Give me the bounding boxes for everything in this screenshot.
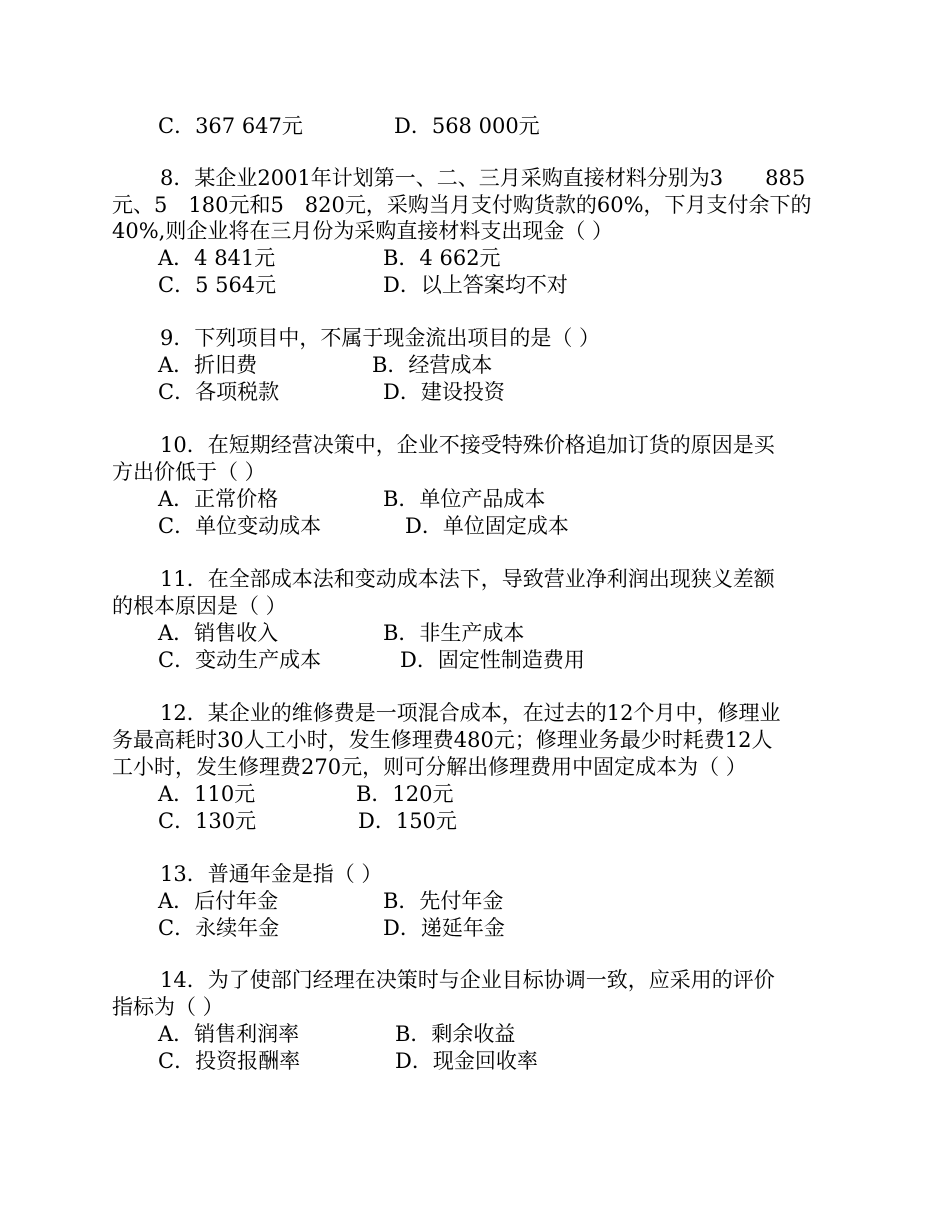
q10-option-c: C．单位变动成本: [158, 514, 322, 538]
q12-option-a: A．110元: [158, 782, 256, 806]
q9-option-c: C．各项税款: [158, 380, 280, 404]
q10-stem-line2: 方出价低于（ ）: [112, 460, 266, 484]
q11-option-b: B．非生产成本: [383, 621, 525, 645]
q9-option-d: D．建设投资: [383, 380, 505, 404]
q14-option-c: C．投资报酬率: [158, 1049, 301, 1073]
q12-stem-line1: 12．某企业的维修费是一项混合成本，在过去的12个月中，修理业: [160, 701, 781, 725]
q10-stem-line1: 10．在短期经营决策中，企业不接受特殊价格追加订货的原因是买: [160, 433, 775, 457]
q9-option-b: B．经营成本: [372, 353, 493, 377]
q8-stem-line1: 8．某企业2001年计划第一、二、三月采购直接材料分别为3 885: [160, 166, 806, 190]
q14-stem-line2: 指标为（ ）: [112, 995, 224, 1019]
q13-option-c: C．永续年金: [158, 916, 280, 940]
q13-option-b: B．先付年金: [383, 889, 504, 913]
q12-stem-line2: 务最高耗时30人工小时，发生修理费480元；修理业务最少时耗费12人: [112, 728, 773, 752]
q12-stem-line3: 工小时，发生修理费270元，则可分解出修理费用中固定成本为（ ）: [112, 755, 747, 779]
q8-option-d: D．以上答案均不对: [383, 273, 568, 297]
q8-option-c: C．5 564元: [158, 273, 277, 297]
q7-option-d: D．568 000元: [394, 114, 540, 138]
q13-option-a: A．后付年金: [158, 889, 279, 913]
q10-option-d: D．单位固定成本: [405, 514, 569, 538]
q11-option-c: C．变动生产成本: [158, 648, 322, 672]
q12-option-d: D．150元: [358, 809, 457, 833]
q8-option-a: A．4 841元: [158, 246, 276, 270]
q14-option-b: B．剩余收益: [395, 1022, 516, 1046]
q13-stem-line1: 13．普通年金是指（ ）: [160, 862, 383, 886]
q11-stem-line1: 11．在全部成本法和变动成本法下，导致营业净利润出现狭义差额: [160, 567, 775, 591]
q13-option-d: D．递延年金: [383, 916, 505, 940]
q14-stem-line1: 14．为了使部门经理在决策时与企业目标协调一致，应采用的评价: [160, 968, 775, 992]
q11-option-d: D．固定性制造费用: [400, 648, 585, 672]
q11-stem-line2: 的根本原因是（ ）: [112, 594, 287, 618]
q14-option-d: D．现金回收率: [395, 1049, 538, 1073]
q10-option-a: A．正常价格: [158, 487, 279, 511]
q9-stem-line1: 9．下列项目中，不属于现金流出项目的是（ ）: [160, 326, 601, 350]
q11-option-a: A．销售收入: [158, 621, 279, 645]
q12-option-c: C．130元: [158, 809, 257, 833]
q8-stem-line3: 40%,则企业将在三月份为采购直接材料支出现金（ ）: [112, 219, 614, 243]
q14-option-a: A．销售利润率: [158, 1022, 300, 1046]
q7-option-c: C．367 647元: [158, 114, 303, 138]
q12-option-b: B．120元: [356, 782, 454, 806]
q8-stem-line2: 元、5 180元和5 820元，采购当月支付购货款的60%，下月支付余下的: [112, 193, 812, 217]
q8-option-b: B．4 662元: [383, 246, 501, 270]
q10-option-b: B．单位产品成本: [383, 487, 546, 511]
q9-option-a: A．折旧费: [158, 353, 258, 377]
